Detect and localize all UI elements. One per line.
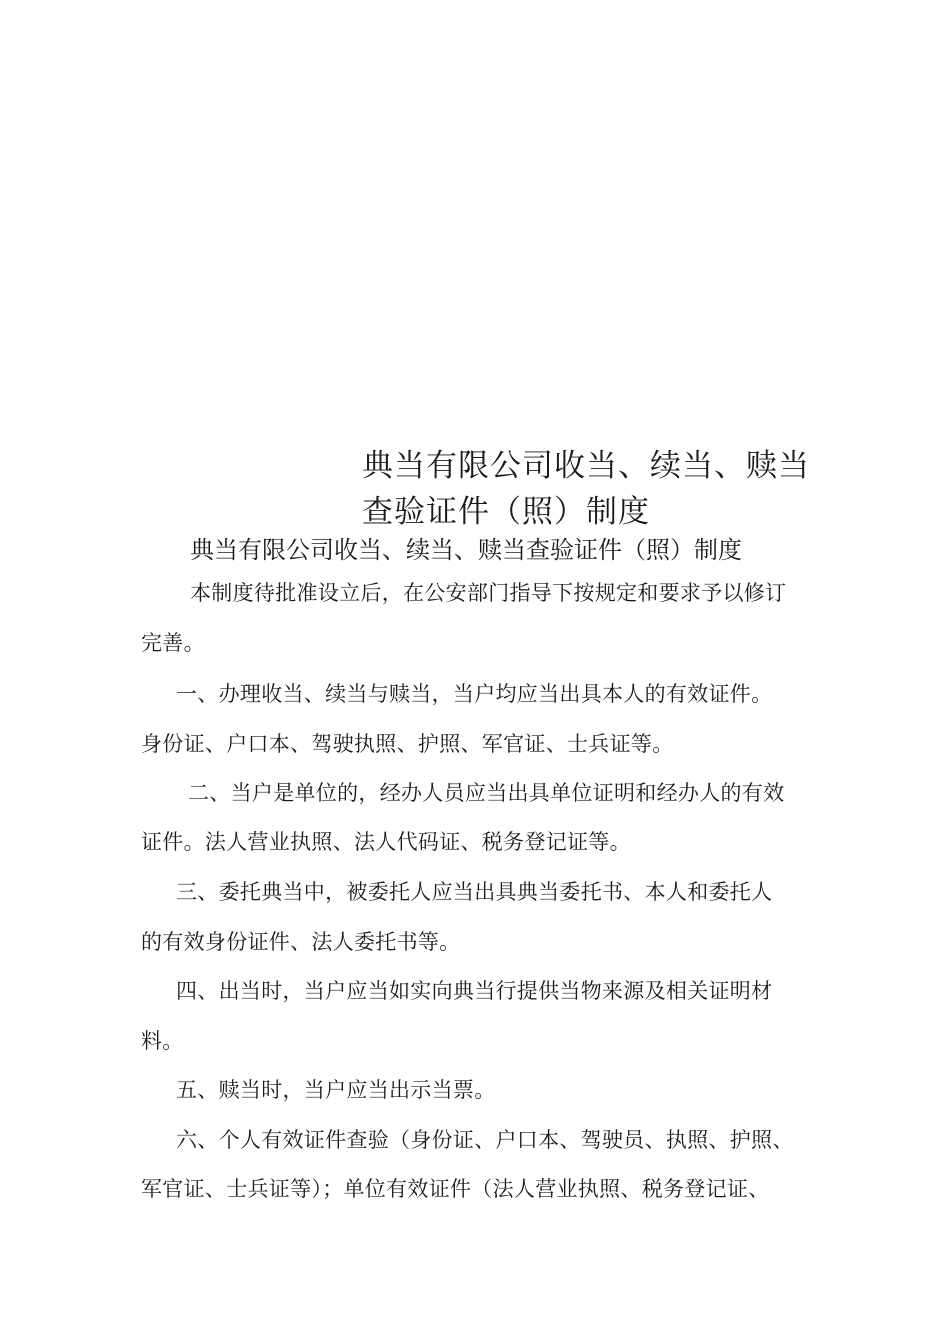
body-line: 二、当户是单位的，经办人员应当出具单位证明和经办人的有效 — [188, 781, 785, 805]
body-line: 一、办理收当、续当与赎当，当户均应当出具本人的有效证件。 — [176, 682, 773, 706]
body-line: 三、委托典当中，被委托人应当出具典当委托书、本人和委托人 — [176, 880, 773, 904]
body-line: 料。 — [141, 1029, 184, 1053]
document-subtitle: 典当有限公司收当、续当、赎当查验证件（照）制度 — [190, 536, 742, 564]
body-line: 身份证、户口本、驾驶执照、护照、军官证、士兵证等。 — [141, 732, 674, 756]
body-line: 六、个人有效证件查验（身份证、户口本、驾驶员、执照、护照、 — [176, 1128, 794, 1152]
body-line: 五、赎当时，当户应当出示当票。 — [176, 1078, 496, 1102]
document-title-line-1: 典当有限公司收当、续当、赎当 — [362, 448, 810, 484]
body-line: 证件。法人营业执照、法人代码证、税务登记证等。 — [141, 830, 631, 854]
body-line: 军官证、士兵证等）；单位有效证件（法人营业执照、税务登记证、 — [141, 1177, 770, 1201]
body-line: 四、出当时，当户应当如实向典当行提供当物来源及相关证明材 — [176, 979, 773, 1003]
document-title-line-2: 查验证件（照）制度 — [362, 494, 650, 530]
body-line: 的有效身份证件、法人委托书等。 — [141, 930, 461, 954]
body-line: 本制度待批准设立后，在公安部门指导下按规定和要求予以修订 — [190, 581, 787, 605]
body-line: 完善。 — [141, 631, 205, 655]
